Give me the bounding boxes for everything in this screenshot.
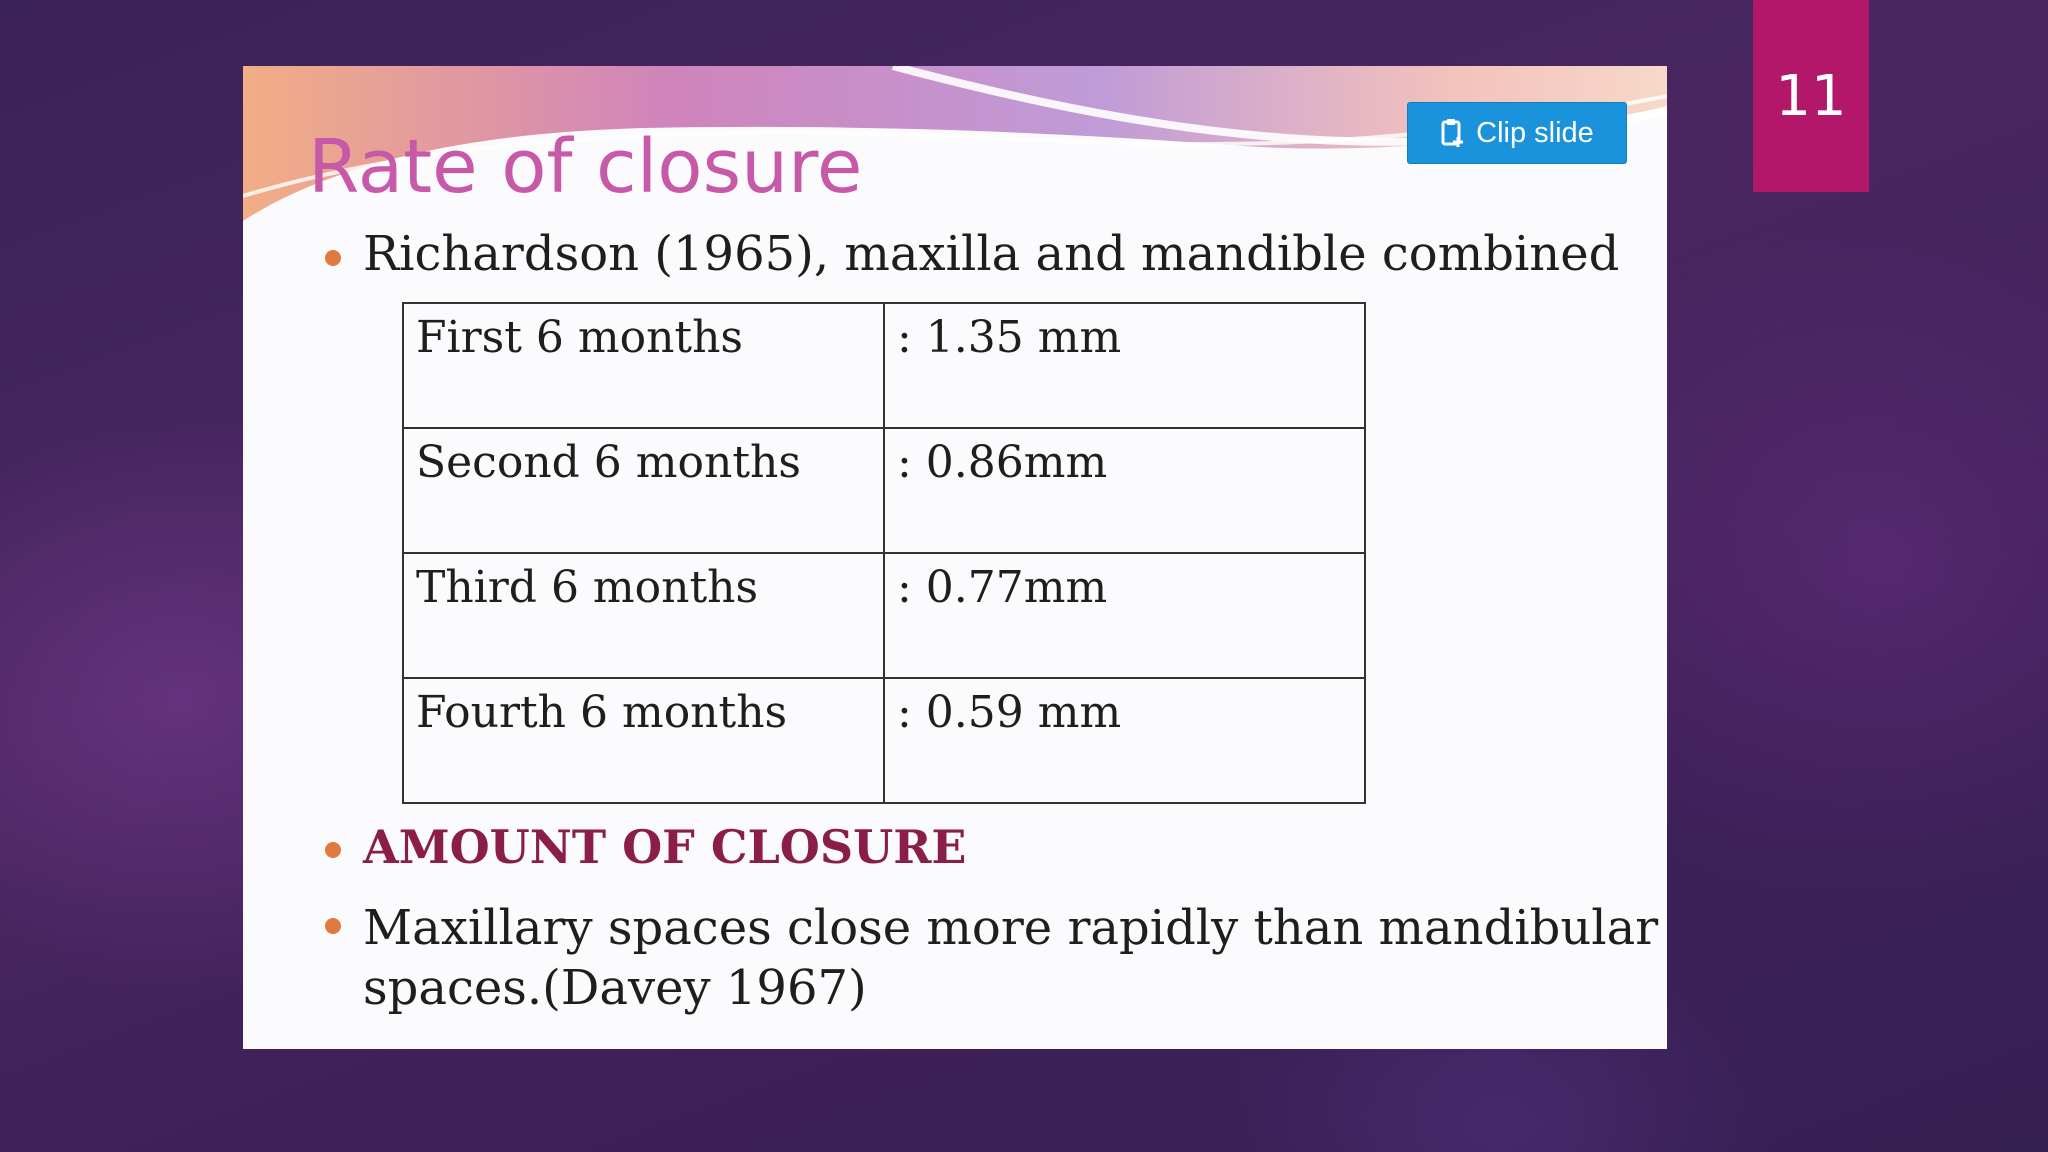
bullet-amount-of-closure: AMOUNT OF CLOSURE — [363, 820, 967, 874]
bullet-dot — [325, 918, 341, 934]
table-row — [403, 303, 1365, 428]
bullet-maxillary-spaces — [363, 898, 1658, 1018]
table-row — [403, 553, 1365, 678]
slide-number-badge: 11 — [1753, 0, 1869, 192]
table-row — [403, 678, 1365, 803]
value-cell: : 0.86mm — [884, 428, 1365, 553]
closure-rate-table — [402, 302, 1366, 804]
clip-slide-label: Clip slide — [1476, 116, 1594, 149]
period-cell: Fourth 6 months — [403, 678, 884, 803]
period-cell: Third 6 months — [403, 553, 884, 678]
slide-title: Rate of closure — [308, 124, 863, 210]
slide-image — [243, 66, 1667, 1049]
bullet-dot — [325, 250, 341, 266]
value-cell: : 0.77mm — [884, 553, 1365, 678]
bullet-richardson: Richardson (1965), maxilla and mandible combined — [363, 226, 1620, 282]
value-cell: : 0.59 mm — [884, 678, 1365, 803]
bullet-line-1: Maxillary spaces close more rapidly than mandibular — [363, 900, 1659, 956]
period-cell: First 6 months — [403, 303, 884, 428]
bullet-dot — [325, 842, 341, 858]
table-row — [403, 428, 1365, 553]
bullet-line-2: spaces.(Davey 1967) — [363, 960, 867, 1016]
period-cell: Second 6 months — [403, 428, 884, 553]
clipboard-icon — [1440, 117, 1466, 149]
value-cell: : 1.35 mm — [884, 303, 1365, 428]
clip-slide-button[interactable] — [1407, 102, 1627, 164]
